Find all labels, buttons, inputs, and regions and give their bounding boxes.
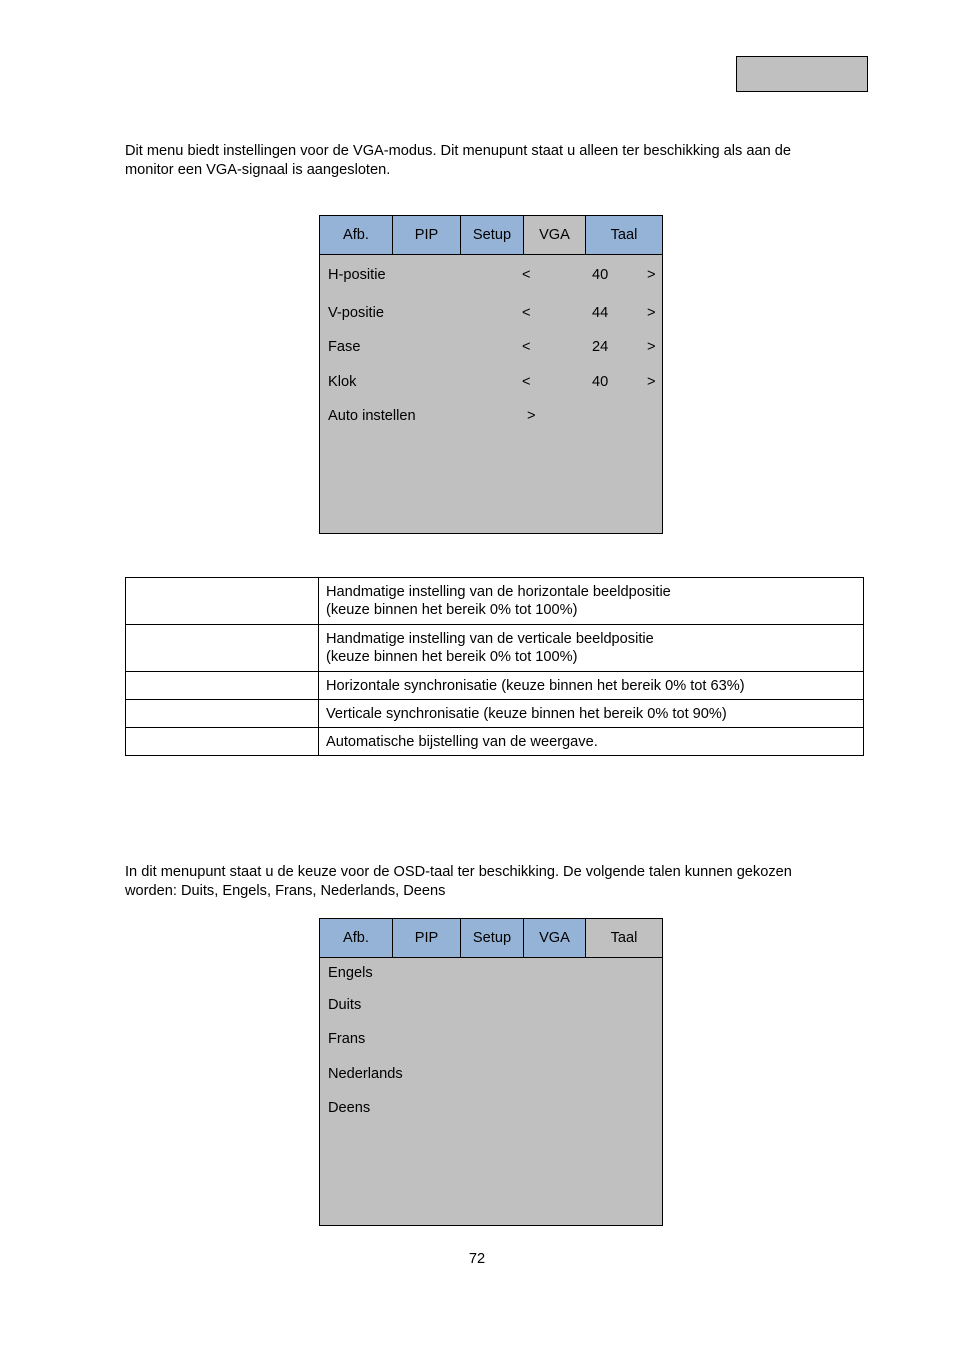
- increase-arrow[interactable]: >: [647, 374, 656, 390]
- description-line: Handmatige instelling van de horizontale beeldpositie: [326, 584, 671, 600]
- increase-arrow[interactable]: >: [647, 305, 656, 321]
- vga-osd-menu: [319, 215, 663, 534]
- tab-vga[interactable]: VGA: [524, 919, 586, 957]
- menu-item-value: 44: [592, 305, 609, 321]
- table-cell-name: [126, 672, 319, 700]
- tab-taal[interactable]: Taal: [586, 216, 662, 254]
- menu-item-v-positie[interactable]: [328, 304, 658, 322]
- increase-arrow[interactable]: >: [647, 339, 656, 355]
- decrease-arrow[interactable]: <: [522, 305, 531, 321]
- menu-item-fase[interactable]: [328, 338, 658, 356]
- menu-item-value: 40: [592, 374, 609, 390]
- table-row: [126, 672, 864, 700]
- table-row: [126, 700, 864, 728]
- table-cell-description: [319, 728, 864, 756]
- enter-arrow[interactable]: >: [527, 408, 536, 424]
- menu-item-label: H-positie: [328, 267, 386, 283]
- language-option-duits[interactable]: [328, 996, 658, 1014]
- decrease-arrow[interactable]: <: [522, 339, 531, 355]
- osd-tab-bar: [320, 919, 662, 958]
- header-grey-box: [736, 56, 868, 92]
- language-option-deens[interactable]: [328, 1099, 658, 1117]
- description-line: Automatische bijstelling van de weergave.: [326, 733, 598, 750]
- menu-item-value: 40: [592, 267, 609, 283]
- menu-item-label: Klok: [328, 374, 357, 390]
- table-cell-name: [126, 578, 319, 625]
- table-cell-name: [126, 700, 319, 728]
- language-label: Duits: [328, 997, 362, 1013]
- menu-item-label: Auto instellen: [328, 408, 416, 424]
- tab-setup[interactable]: Setup: [461, 216, 524, 254]
- increase-arrow[interactable]: >: [647, 267, 656, 283]
- language-intro-paragraph: [125, 863, 865, 901]
- table-row: [126, 728, 864, 756]
- osd-tab-bar: [320, 216, 662, 255]
- language-option-frans[interactable]: [328, 1030, 658, 1048]
- table-cell-description: [319, 672, 864, 700]
- table-cell-description: [319, 700, 864, 728]
- tab-pip[interactable]: PIP: [393, 216, 461, 254]
- decrease-arrow[interactable]: <: [522, 267, 531, 283]
- tab-setup[interactable]: Setup: [461, 919, 524, 957]
- language-label: Frans: [328, 1031, 366, 1047]
- language-option-nederlands[interactable]: [328, 1065, 658, 1083]
- page-number: 72: [468, 1251, 486, 1267]
- description-line: Handmatige instelling van de verticale beeldpositie: [326, 631, 654, 647]
- tab-afb[interactable]: Afb.: [320, 216, 393, 254]
- tab-pip[interactable]: PIP: [393, 919, 461, 957]
- menu-item-h-positie[interactable]: [328, 266, 658, 284]
- vga-settings-table: [125, 577, 864, 756]
- language-label: Engels: [328, 965, 373, 981]
- decrease-arrow[interactable]: <: [522, 374, 531, 390]
- description-line: (keuze binnen het bereik 0% tot 100%): [326, 649, 578, 665]
- language-osd-menu: [319, 918, 663, 1226]
- table-row: [126, 578, 864, 625]
- description-line: Verticale synchronisatie (keuze binnen het bereik 0% tot 90%): [326, 705, 727, 722]
- language-intro-line: In dit menupunt staat u de keuze voor de OSD-taal ter beschikking. De volgende talen kunnen gekozen: [125, 864, 792, 880]
- vga-intro-line: Dit menu biedt instellingen voor de VGA-modus. Dit menupunt staat u alleen ter beschikking als aan de: [125, 143, 792, 159]
- vga-intro-line: monitor een VGA-signaal is aangesloten.: [125, 162, 391, 178]
- menu-item-label: Fase: [328, 339, 361, 355]
- language-label: Nederlands: [328, 1066, 403, 1082]
- description-line: Horizontale synchronisatie (keuze binnen het bereik 0% tot 63%): [326, 677, 745, 694]
- menu-item-klok[interactable]: [328, 373, 658, 391]
- table-cell-description: [319, 578, 864, 625]
- language-label: Deens: [328, 1100, 371, 1116]
- tab-afb[interactable]: Afb.: [320, 919, 393, 957]
- description-line: (keuze binnen het bereik 0% tot 100%): [326, 602, 578, 618]
- table-cell-name: [126, 625, 319, 672]
- tab-taal[interactable]: Taal: [586, 919, 662, 957]
- table-cell-description: [319, 625, 864, 672]
- menu-item-label: V-positie: [328, 305, 384, 321]
- table-cell-name: [126, 728, 319, 756]
- tab-vga[interactable]: VGA: [524, 216, 586, 254]
- vga-intro-paragraph: [125, 142, 865, 180]
- menu-item-auto-instellen[interactable]: [328, 407, 658, 425]
- table-row: [126, 625, 864, 672]
- menu-item-value: 24: [592, 339, 609, 355]
- language-intro-line: worden: Duits, Engels, Frans, Nederlands, Deens: [125, 883, 446, 899]
- language-option-engels[interactable]: [328, 964, 658, 982]
